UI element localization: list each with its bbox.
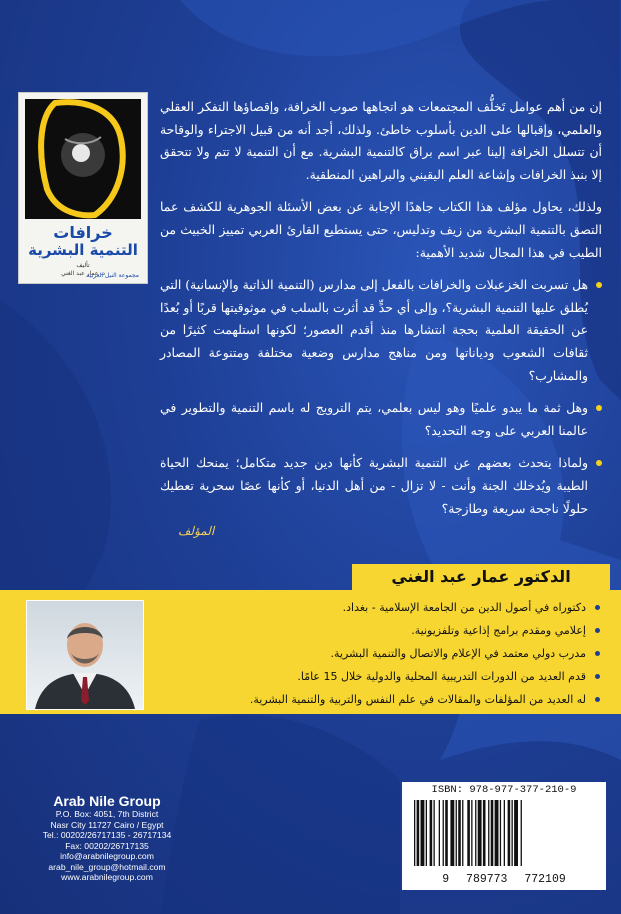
barcode-bar	[462, 800, 463, 866]
barcode-bar	[500, 800, 501, 866]
barcode-bar	[421, 800, 425, 866]
barcode-bar	[445, 800, 448, 866]
publisher-tel: Tel.: 00202/26717135 - 26717134	[42, 830, 172, 840]
credential-item: إعلامي ومقدم برامج إذاعية وتلفزيونية.	[160, 619, 600, 642]
cover-artwork	[25, 99, 141, 219]
author-panel	[0, 590, 621, 714]
barcode-bar	[521, 800, 522, 866]
barcode-bars	[410, 800, 598, 866]
barcode-bar	[443, 800, 444, 866]
barcode-bar	[478, 800, 482, 866]
barcode-bar	[514, 800, 518, 866]
blurb-text	[160, 96, 602, 530]
barcode-bar	[471, 800, 472, 866]
barcode-bar	[426, 800, 427, 866]
barcode-bar	[508, 800, 511, 866]
barcode-bar	[417, 800, 420, 866]
barcode-bar	[483, 800, 486, 866]
barcode-bar	[456, 800, 457, 866]
thumb-title-line1: خرافات	[53, 223, 113, 242]
barcode-bar	[475, 800, 476, 866]
author-heading: الدكتور عمار عبد الغني	[352, 564, 610, 590]
blurb-bullet-1: هل تسربت الخزعبلات والخرافات بالفعل إلى مدارس (التنمية الذاتية والإنسانية) التي يُطلق عليها التنمية البشرية؟، وإلى أي حدٍّ قد أثرت بالسلب في موثوقيتها قربًا أو بُعدًا عن الحقيقة العلمية بحجة انتشارها منذ أقدم العصور؛ لكونها استلهمت كثيرًا من ثقافات الشعوب ودياناتها ومن مناهج مدارس وضعية مختلفة ومتنوعة المصادر والمشارب؟	[160, 274, 602, 387]
publisher-address-2: Nasr City 11727 Cairo / Egypt	[50, 819, 164, 830]
thumb-author-label: تأليف	[76, 262, 90, 269]
author-credentials-list	[160, 596, 600, 711]
publisher-block	[12, 793, 202, 883]
thumb-publisher: مجموعة النيل العربية	[86, 272, 139, 279]
publisher-website: www.arabnilegroup.com	[61, 872, 153, 882]
blurb-bullet-2: وهل ثمة ما يبدو علميًا وهو ليس بعلمي، يتم الترويج له باسم التنمية والتطوير في عالمنا العربي على وجه التحديد؟	[160, 397, 602, 442]
barcode-bar	[504, 800, 505, 866]
credential-item: له العديد من المؤلفات والمقالات في علم النفس والتربية والتنمية البشرية.	[160, 688, 600, 711]
barcode-bar	[495, 800, 499, 866]
credential-item: دكتوراه في أصول الدين من الجامعة الإسلامية - بغداد.	[160, 596, 600, 619]
barcode-bar	[434, 800, 435, 866]
barcode-digits: 9 789773 772109	[442, 873, 566, 886]
thumb-title-line2: التنمية البشرية	[28, 241, 138, 259]
barcode-bar	[458, 800, 461, 866]
barcode-bar	[450, 800, 454, 866]
barcode-bar	[491, 800, 494, 866]
book-cover-thumbnail	[18, 92, 148, 284]
thumb-author-name: د. عمار عبد الغني	[61, 270, 105, 277]
barcode-bar	[430, 800, 433, 866]
author-photo	[26, 600, 144, 710]
publisher-fax: Fax: 00202/26717135	[65, 840, 149, 851]
barcode-bar	[512, 800, 513, 866]
publisher-name: Arab Nile Group	[53, 793, 161, 809]
publisher-address-1: P.O. Box: 4051, 7th District	[55, 809, 159, 819]
blurb-paragraph-2: ولذلك، يحاول مؤلف هذا الكتاب جاهدًا الإجابة عن بعض الأسئلة الجوهرية للكشف عما التصق بالتنمية البشرية من زيف وتدليس، حتى يستطيع القارئ العربي تمييز الخبيث من الطيب في هذا المجال شديد الأهمية:	[160, 199, 602, 260]
author-signature: المؤلف	[178, 524, 215, 538]
publisher-email: info@arabnilegroup.com	[60, 851, 154, 861]
isbn-barcode	[402, 782, 606, 890]
credential-item: مدرب دولي معتمد في الإعلام والاتصال والتنمية البشرية.	[160, 642, 600, 665]
blurb-paragraph-1: إن من أهم عوامل تَخلُّف المجتمعات هو اتجاهها صوب الخرافة، وإقصاؤها التفكر العقلي والعلمي، وإقبالها على الدين بأسلوب خاطئ. ولذلك، أجد أنه من قبيل الاجتراء والوقاحة أن تتسلل الخرافة إلينا عبر اسم براق كالتنمية البشرية. مع أن التنمية لا تتم ولا تتحقق إلا بنبذ الخرافات وإشاعة العلم اليقيني والبراهين المنطقية.	[160, 99, 602, 182]
barcode-bar	[439, 800, 440, 866]
isbn-label: ISBN: 978-977-377-210-9	[431, 784, 577, 796]
barcode-bar	[414, 800, 415, 866]
credential-item: قدم العديد من الدورات التدريبية المحلية والدولية خلال 15 عامًا.	[160, 665, 600, 688]
barcode-bar	[467, 800, 470, 866]
blurb-bullet-3: ولماذا يتحدث بعضهم عن التنمية البشرية كأنها دين جديد متكامل؛ يمنحك الحياة الطيبة ويُدخلك الجنة وأنت - لا تزال - من أهل الدنيا، أو كأنها عصًا سحرية تعطيك حلولًا ناجحة سريعة وطازجة؟	[160, 452, 602, 520]
publisher-email-2: arab_nile_group@hotmail.com	[48, 861, 166, 872]
barcode-bar	[488, 800, 489, 866]
